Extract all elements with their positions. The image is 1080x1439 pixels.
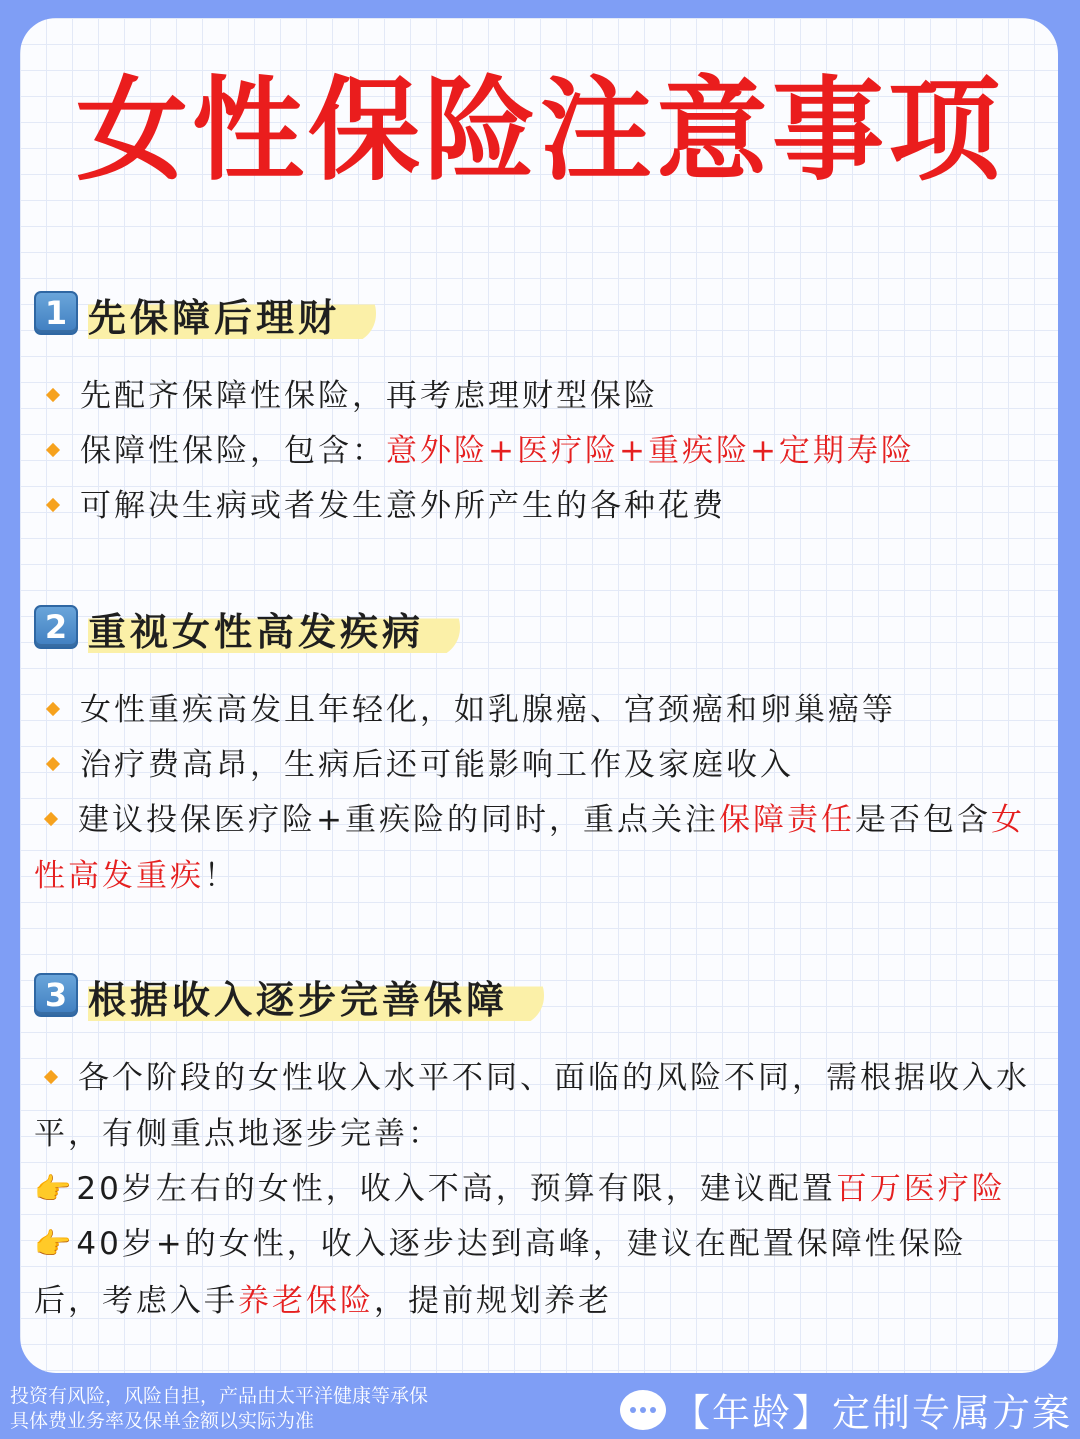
list-item: 女性重疾高发且年轻化，如乳腺癌、宫颈癌和卵巢癌等 <box>36 682 1046 738</box>
list-item: 保障性保险，包含：意外险+医疗险+重疾险+定期寿险 <box>36 423 1046 479</box>
pointing-hand-icon: 👉 <box>34 1227 75 1262</box>
list-item: 治疗费高昂，生病后还可能影响工作及家庭收入 <box>36 737 1046 793</box>
section-1-header <box>34 283 376 343</box>
diamond-bullet-icon <box>44 1069 58 1083</box>
section-number-badge: 1 <box>34 291 78 335</box>
list-item: 先配齐保障性保险，再考虑理财型保险 <box>36 368 1046 424</box>
list-item: 建议投保医疗险+重疾险的同时，重点关注保障责任是否包含女性高发重疾！ <box>34 802 1025 894</box>
section-title: 重视女性高发疾病 <box>88 597 460 658</box>
list-item: 👉40岁+的女性，收入逐步达到高峰，建议在配置保障性保险后，考虑入手养老保险，提前规划养老 <box>34 1226 967 1319</box>
page-title: 女性保险注意事项 <box>76 66 1004 196</box>
list-item: 可解决生病或者发生意外所产生的各种花费 <box>36 478 1046 534</box>
diamond-bullet-icon <box>46 756 60 770</box>
custom-plan-link[interactable]: 【年龄】定制专属方案 <box>620 1382 1072 1437</box>
section-3-header <box>34 965 544 1025</box>
section-number-badge: 2 <box>34 605 78 649</box>
list-item: 各个阶段的女性收入水平不同、面临的风险不同，需根据收入水平，有侧重点地逐步完善： <box>34 1060 1030 1152</box>
highlight-text: 百万医疗险 <box>835 1171 1006 1207</box>
section-title: 根据收入逐步完善保障 <box>88 965 544 1026</box>
pointing-hand-icon: 👉 <box>34 1172 75 1207</box>
list-item: 👉20岁左右的女性，收入不高，预算有限，建议配置百万医疗险 <box>34 1171 1006 1207</box>
section-title: 先保障后理财 <box>88 283 376 344</box>
highlight-text: 意外险+医疗险+重疾险+定期寿险 <box>386 433 915 469</box>
highlight-text: 养老保险 <box>238 1283 374 1319</box>
diamond-bullet-icon <box>46 497 60 511</box>
highlight-text: 女性高发重疾 <box>34 802 1025 894</box>
diamond-bullet-icon <box>46 701 60 715</box>
highlight-text: 保障责任 <box>718 802 855 838</box>
disclaimer: 投资有风险，风险自担，产品由太平洋健康等承保 具体费业务率及保单金额以实际为准 <box>10 1385 429 1432</box>
diamond-bullet-icon <box>44 811 58 825</box>
chat-bubble-icon <box>620 1390 666 1430</box>
section-2-header <box>34 597 460 657</box>
section-number-badge: 3 <box>34 973 78 1017</box>
diamond-bullet-icon <box>46 442 60 456</box>
diamond-bullet-icon <box>46 387 60 401</box>
